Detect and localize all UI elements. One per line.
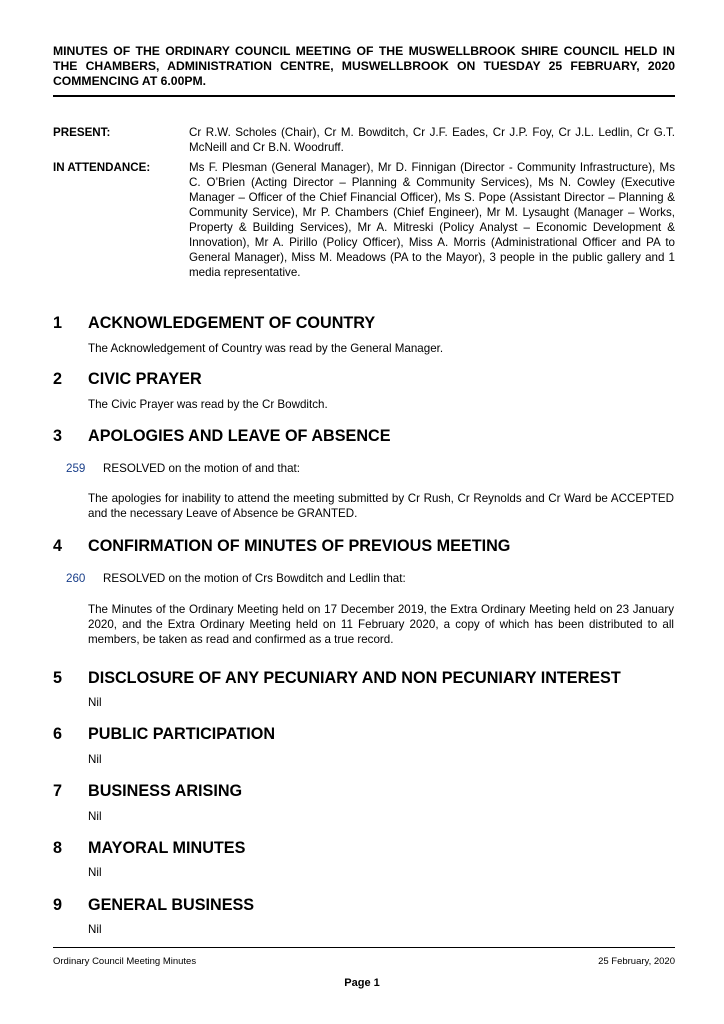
section-title: PUBLIC PARTICIPATION <box>88 725 276 743</box>
section-title: DISCLOSURE OF ANY PECUNIARY AND NON PECUNIARY INTEREST <box>88 669 621 687</box>
in-attendance-text: Ms F. Plesman (General Manager), Mr D. Finnigan (Director - Community Infrastructure), Ms C. O’Brien (Acting Director – Planning & Community Services), Ms N. Cowley (Executive Manager – Officer of the Chief Financial Officer), Ms S. Pope (Assistant Director – Planning & Community Service), Mr P. Chambers (Chief Engineer), Mr M. Lysaught (Manager – Works, Property & Building Services), Mr A. Mitreski (Policy Analyst – Economic Development & Innovation), Mr A. Pirillo (Policy Officer), Miss A. Morris (Administrational Officer and PA to General Manager), Miss M. Meadows (PA to the Mayor), 3 people in the public gallery and 1 media representative. <box>189 161 675 279</box>
section-number: 5 <box>53 669 63 687</box>
section-body: Nil <box>88 923 102 936</box>
section-title: MAYORAL MINUTES <box>88 839 246 857</box>
footer-divider <box>53 947 675 948</box>
section-number: 9 <box>53 896 63 914</box>
resolution-text: RESOLVED on the motion of Crs Bowditch and Ledlin that: <box>103 572 406 585</box>
section-body: Nil <box>88 810 102 823</box>
present-label: PRESENT: <box>53 126 111 139</box>
in-attendance-label: IN ATTENDANCE: <box>53 161 151 174</box>
section-number: 3 <box>53 427 63 445</box>
section-number: 2 <box>53 370 63 388</box>
header-divider <box>53 95 675 97</box>
section-title: CONFIRMATION OF MINUTES OF PREVIOUS MEETING <box>88 537 511 555</box>
present-text: Cr R.W. Scholes (Chair), Cr M. Bowditch, Cr J.F. Eades, Cr J.P. Foy, Cr J.L. Ledlin, Cr G.T. McNeill and Cr B.N. Woodruff. <box>189 126 675 154</box>
section-body: The Civic Prayer was read by the Cr Bowditch. <box>88 398 328 411</box>
section-title: GENERAL BUSINESS <box>88 896 255 914</box>
section-title: CIVIC PRAYER <box>88 370 202 388</box>
section-number: 4 <box>53 537 63 555</box>
document-title: MINUTES OF THE ORDINARY COUNCIL MEETING OF THE MUSWELLBROOK SHIRE COUNCIL HELD IN THE CHAMBERS, ADMINISTRATION CENTRE, MUSWELLBROOK ON TUESDAY 25 FEBRUARY, 2020 COMMENCING AT 6.00PM. <box>53 44 675 88</box>
section-title: BUSINESS ARISING <box>88 782 243 800</box>
section-body: Nil <box>88 866 102 879</box>
section-body: Nil <box>88 753 102 766</box>
section-title: APOLOGIES AND LEAVE OF ABSENCE <box>88 427 391 445</box>
section-number: 1 <box>53 314 63 332</box>
section-number: 7 <box>53 782 63 800</box>
section-body: The Minutes of the Ordinary Meeting held on 17 December 2019, the Extra Ordinary Meeting held on 23 January 2020, and the Extra Ordinary Meeting held on 11 February 2020, a copy of which has been distributed to all members, be taken as read and confirmed as a true record. <box>88 603 674 646</box>
section-number: 8 <box>53 839 63 857</box>
page-number: Page 1 <box>344 977 380 989</box>
resolution-number: 259 <box>66 462 86 475</box>
footer-document-name: Ordinary Council Meeting Minutes <box>53 956 197 967</box>
resolution-text: RESOLVED on the motion of and that: <box>103 462 300 475</box>
section-title: ACKNOWLEDGEMENT OF COUNTRY <box>88 314 376 332</box>
footer-date: 25 February, 2020 <box>598 956 675 967</box>
section-body: Nil <box>88 696 102 709</box>
section-body: The Acknowledgement of Country was read by the General Manager. <box>88 342 444 355</box>
section-body: The apologies for inability to attend the meeting submitted by Cr Rush, Cr Reynolds and Cr Ward be ACCEPTED and the necessary Leave of Absence be GRANTED. <box>88 492 674 520</box>
resolution-number: 260 <box>66 572 86 585</box>
section-number: 6 <box>53 725 63 743</box>
